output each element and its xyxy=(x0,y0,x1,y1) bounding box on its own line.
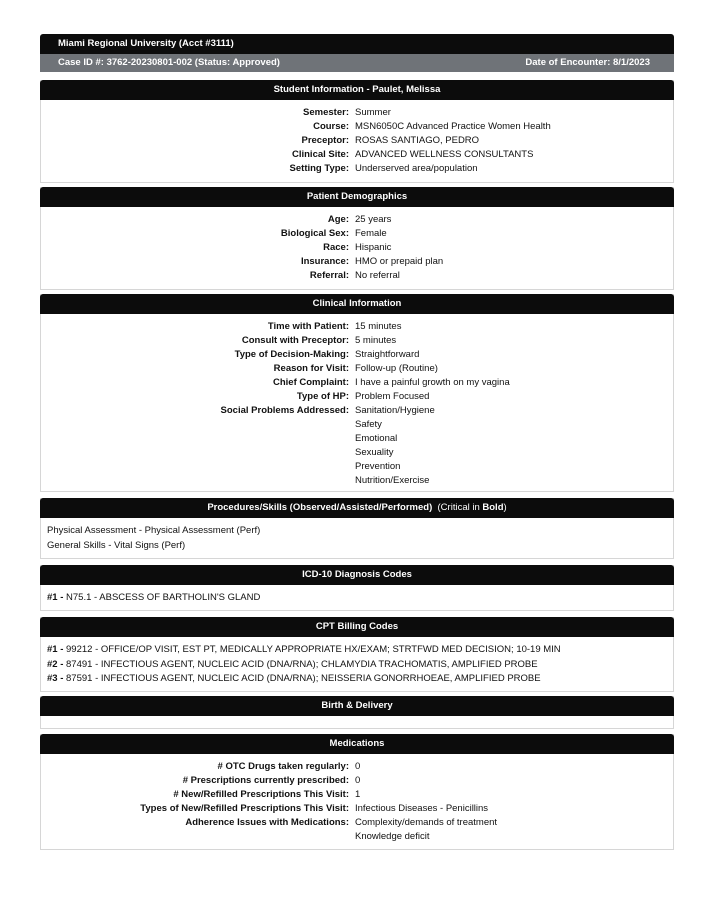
field-label: Preceptor: xyxy=(301,135,349,146)
critical-note-bold: Bold xyxy=(482,502,504,513)
field-label: Social Problems Addressed: xyxy=(220,405,349,416)
cpt-text: 87491 - INFECTIOUS AGENT, NUCLEIC ACID (DNA/RNA); CHLAMYDIA TRACHOMATIS, AMPLIFIED PROBE xyxy=(66,658,538,670)
field-label: Adherence Issues with Medications: xyxy=(185,817,349,828)
field-row xyxy=(41,255,673,269)
procedure-item: General Skills - Vital Signs (Perf) xyxy=(47,539,186,551)
field-row xyxy=(41,348,673,362)
cpt-section xyxy=(40,617,674,692)
section-title xyxy=(40,498,674,518)
field-value: 1 xyxy=(355,789,361,800)
adherence-item: Complexity/demands of treatment xyxy=(355,817,498,828)
adherence-row xyxy=(41,816,673,844)
field-value: I have a painful growth on my vagina xyxy=(355,377,510,388)
social-problem-item: Sexuality xyxy=(355,447,394,458)
social-problem-item: Nutrition/Exercise xyxy=(355,475,430,486)
field-value: 5 minutes xyxy=(355,335,397,346)
critical-note-close: ) xyxy=(503,502,507,513)
field-row xyxy=(41,162,673,176)
diagnosis-number: #1 - xyxy=(47,592,64,603)
field-value: ROSAS SANTIAGO, PEDRO xyxy=(355,135,480,146)
field-row xyxy=(41,334,673,348)
field-value: 0 xyxy=(355,775,361,786)
field-label: Chief Complaint: xyxy=(273,377,349,388)
diagnosis-text: N75.1 - ABSCESS OF BARTHOLIN'S GLAND xyxy=(66,592,261,603)
field-row xyxy=(41,241,673,255)
field-row xyxy=(41,802,673,816)
field-label: Insurance: xyxy=(300,256,349,267)
field-value: ADVANCED WELLNESS CONSULTANTS xyxy=(355,149,534,160)
field-value: 15 minutes xyxy=(355,321,402,332)
encounter-date: Date of Encounter: 8/1/2023 xyxy=(525,57,650,68)
medications-section xyxy=(40,734,674,850)
field-row xyxy=(41,148,673,162)
field-label: Semester: xyxy=(303,107,349,118)
cpt-number: #1 - xyxy=(47,644,64,655)
field-value: Summer xyxy=(355,107,391,118)
field-row xyxy=(41,376,673,390)
procedure-item: Physical Assessment - Physical Assessment (Perf) xyxy=(47,525,261,536)
field-value: 0 xyxy=(355,761,361,772)
field-value: Follow-up (Routine) xyxy=(355,363,438,374)
critical-note-open: (Critical in xyxy=(437,502,483,513)
procedures-section xyxy=(40,498,674,559)
section-title: Patient Demographics xyxy=(40,187,674,207)
section-title: Medications xyxy=(40,734,674,754)
field-label: Referral: xyxy=(309,270,349,281)
field-label: Race: xyxy=(323,242,349,253)
field-value: 25 years xyxy=(355,214,392,225)
social-problem-item: Sanitation/Hygiene xyxy=(355,405,435,416)
field-row xyxy=(41,106,673,120)
case-info-bar xyxy=(40,54,674,72)
social-problem-item: Safety xyxy=(355,419,382,430)
field-label: Setting Type: xyxy=(289,163,349,174)
field-value: Hispanic xyxy=(355,242,392,253)
field-label: Type of HP: xyxy=(296,391,349,402)
procedures-title: Procedures/Skills (Observed/Assisted/Performed) xyxy=(207,502,433,513)
field-label: # New/Refilled Prescriptions This Visit: xyxy=(173,789,349,800)
field-row xyxy=(41,134,673,148)
field-value: No referral xyxy=(355,270,400,281)
field-label: Time with Patient: xyxy=(267,321,349,332)
field-label: Reason for Visit: xyxy=(273,363,349,374)
field-label: Age: xyxy=(327,214,349,225)
field-row xyxy=(41,390,673,404)
field-value: Straightforward xyxy=(355,349,420,360)
icd10-section xyxy=(40,565,674,611)
field-row xyxy=(41,774,673,788)
field-row xyxy=(41,760,673,774)
report-header xyxy=(40,34,674,72)
section-title: ICD-10 Diagnosis Codes xyxy=(40,565,674,585)
field-label: Consult with Preceptor: xyxy=(241,335,349,346)
cpt-item xyxy=(47,672,667,687)
field-label: Clinical Site: xyxy=(291,149,349,160)
patient-demographics-section xyxy=(40,187,674,290)
birth-delivery-section xyxy=(40,696,674,729)
field-row xyxy=(41,213,673,227)
field-row xyxy=(41,788,673,802)
section-title: Birth & Delivery xyxy=(40,696,674,716)
adherence-item: Knowledge deficit xyxy=(355,831,430,842)
section-title: CPT Billing Codes xyxy=(40,617,674,637)
adherence-list xyxy=(355,816,673,844)
case-id: Case ID #: 3762-20230801-002 (Status: Approved) xyxy=(58,57,280,68)
section-title: Clinical Information xyxy=(40,294,674,314)
diagnosis-item xyxy=(47,591,667,606)
cpt-number: #2 - xyxy=(47,658,64,670)
social-problem-item: Emotional xyxy=(355,433,398,444)
clinical-info-section xyxy=(40,294,674,492)
field-value: Problem Focused xyxy=(355,391,430,402)
field-row xyxy=(41,269,673,283)
field-label: Course: xyxy=(313,121,349,132)
field-label: # Prescriptions currently prescribed: xyxy=(182,775,349,786)
field-value: MSN6050C Advanced Practice Women Health xyxy=(355,121,551,132)
student-info-section xyxy=(40,80,674,183)
cpt-item xyxy=(47,658,667,673)
field-label: Type of Decision-Making: xyxy=(234,349,349,360)
cpt-text: 87591 - INFECTIOUS AGENT, NUCLEIC ACID (DNA/RNA); NEISSERIA GONORRHOEAE, AMPLIFIED PROBE xyxy=(66,673,541,684)
social-problems-row xyxy=(41,404,673,488)
cpt-text: 99212 - OFFICE/OP VISIT, EST PT, MEDICALLY APPROPRIATE HX/EXAM; STRTFWD MED DECISION; 10-19 MIN xyxy=(66,644,561,655)
cpt-item xyxy=(47,643,667,658)
field-value: Infectious Diseases - Penicillins xyxy=(355,803,489,814)
field-label: Types of New/Refilled Prescriptions This Visit: xyxy=(140,803,349,814)
field-row xyxy=(41,120,673,134)
field-value: HMO or prepaid plan xyxy=(355,256,444,267)
field-label: # OTC Drugs taken regularly: xyxy=(217,761,349,772)
field-value: Female xyxy=(355,228,387,239)
section-title: Student Information - Paulet, Melissa xyxy=(40,80,674,100)
field-label: Biological Sex: xyxy=(280,228,349,239)
field-row xyxy=(41,320,673,334)
field-value: Underserved area/population xyxy=(355,163,478,174)
field-row xyxy=(41,227,673,241)
social-problem-item: Prevention xyxy=(355,461,401,472)
cpt-number: #3 - xyxy=(47,673,64,684)
university-title: Miami Regional University (Acct #3111) xyxy=(40,34,674,54)
field-row xyxy=(41,362,673,376)
social-problems-list xyxy=(355,404,673,488)
